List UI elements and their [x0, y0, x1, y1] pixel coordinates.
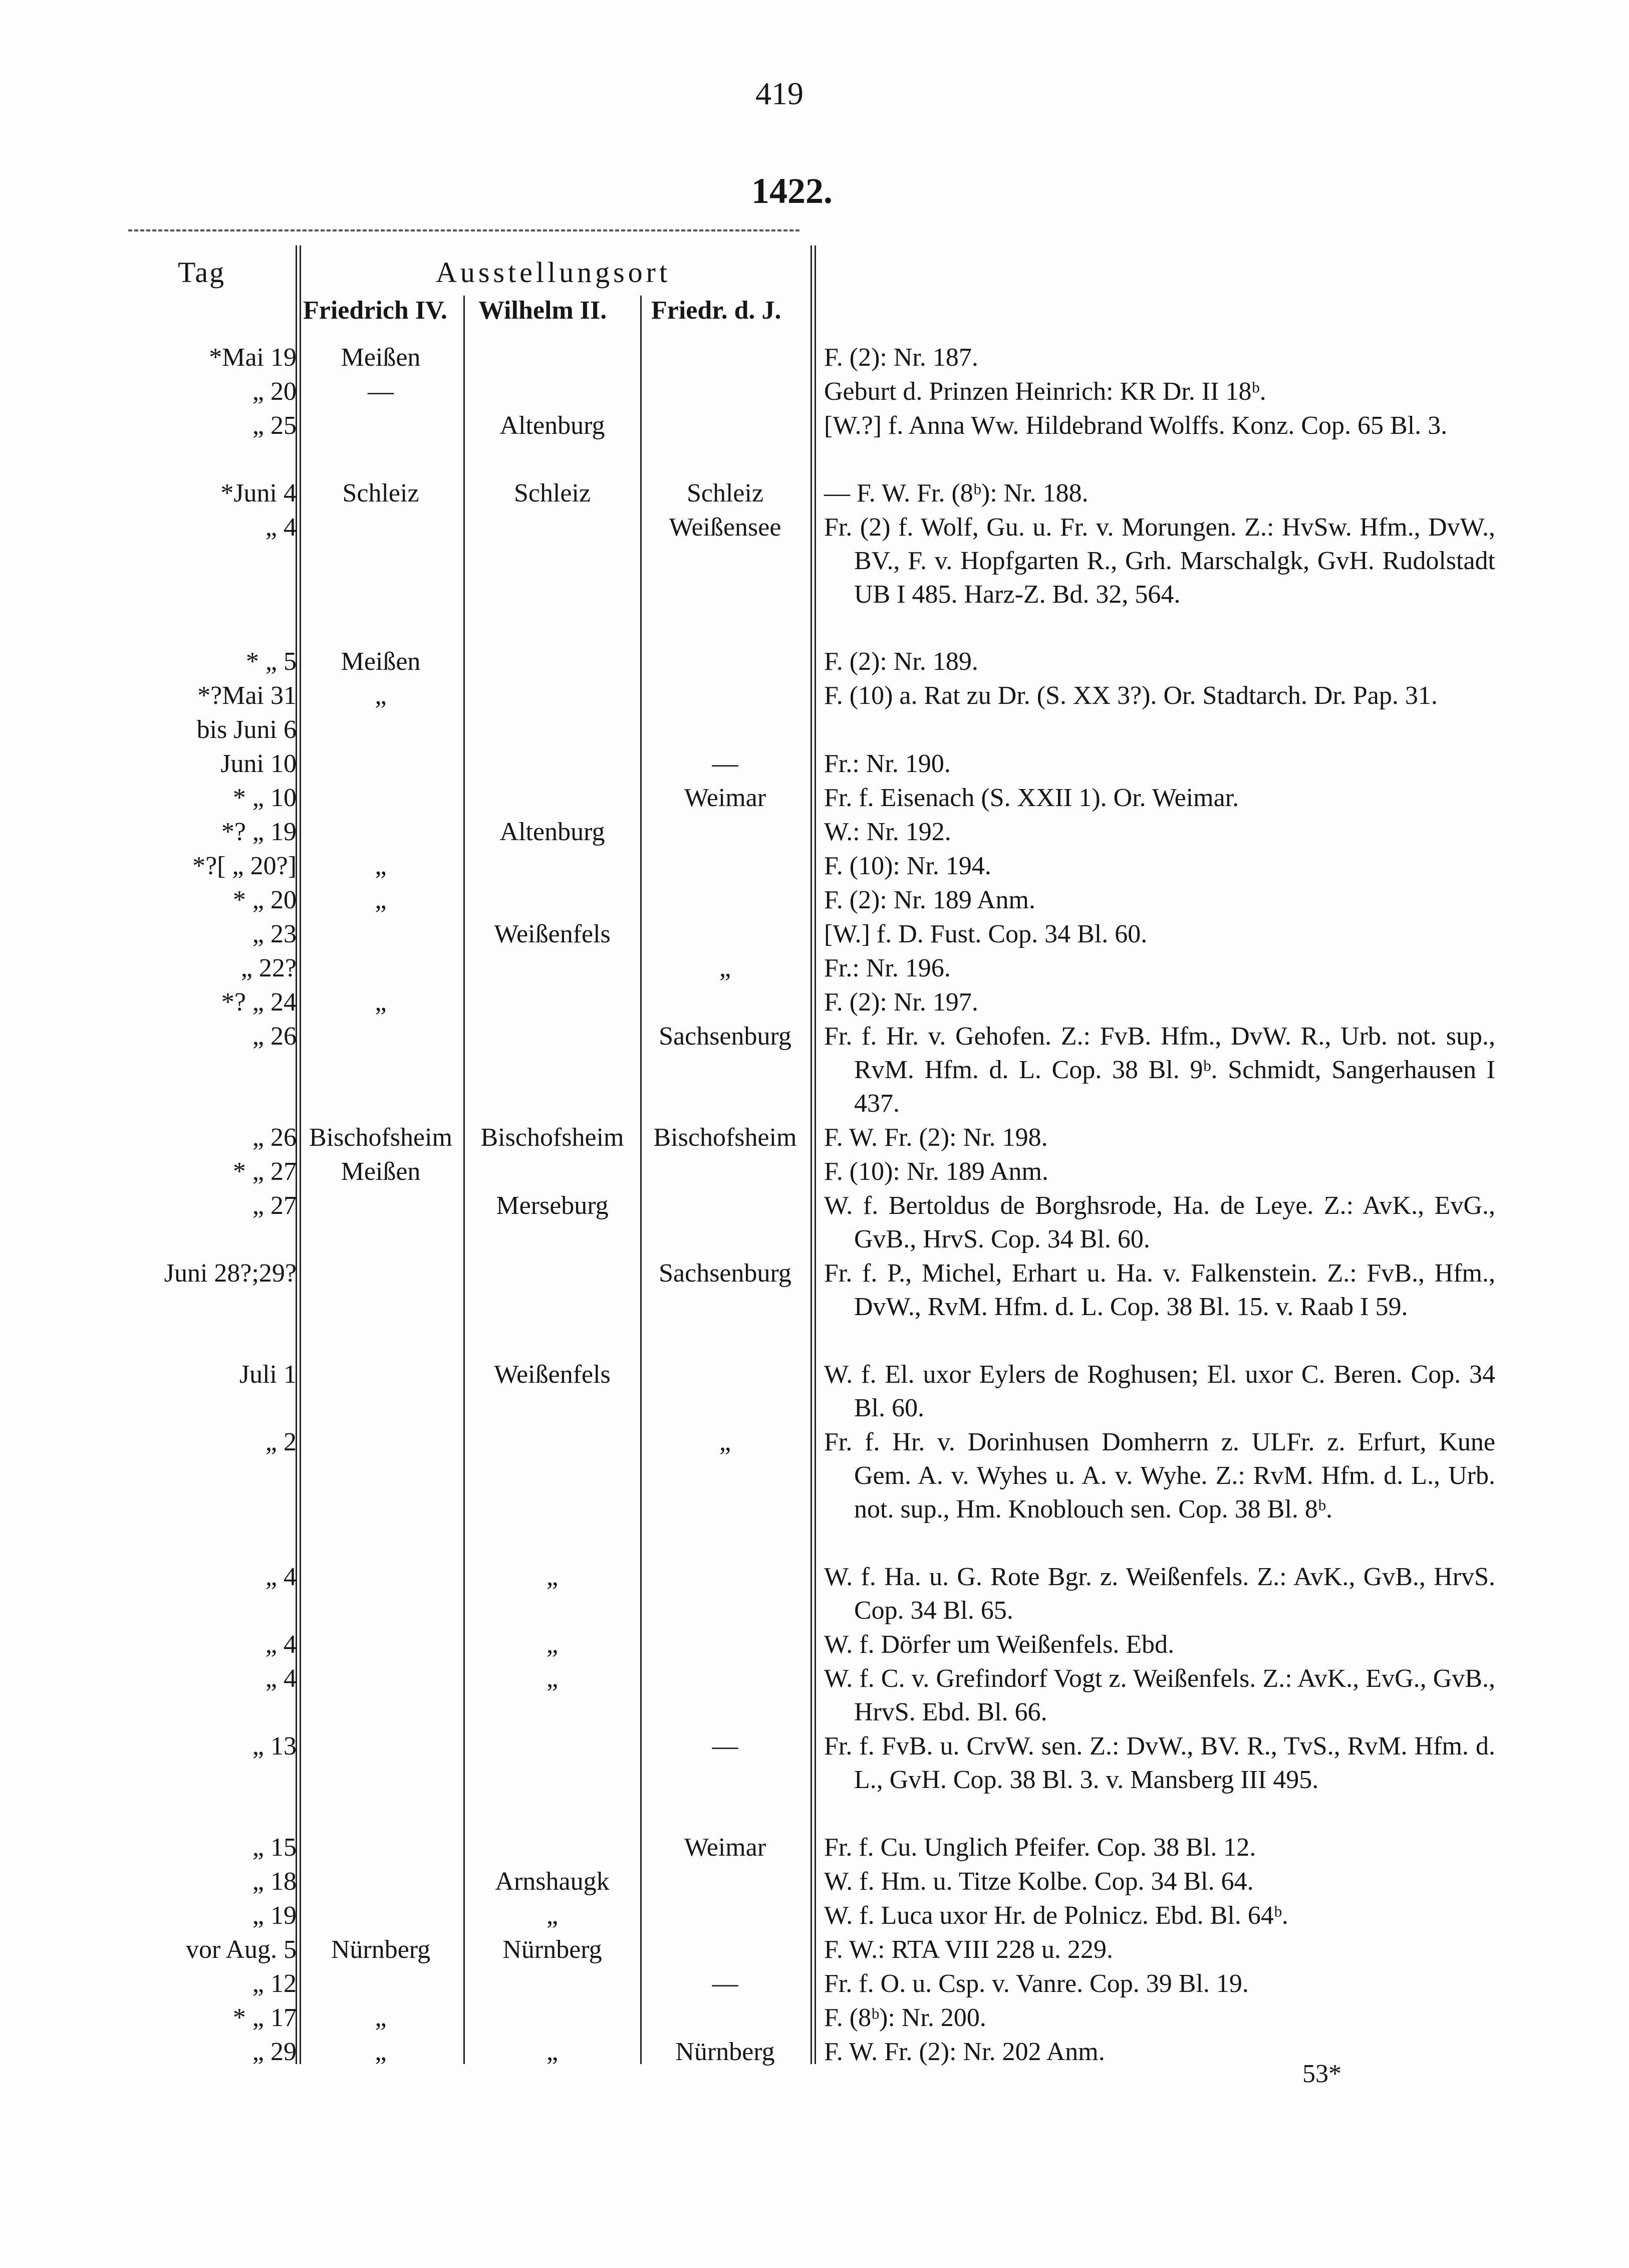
date-cell: „ 4 [265, 1563, 297, 1591]
place-wilhelm-ii-cell: Merseburg [496, 1191, 609, 1220]
description-cell: [W.?] f. Anna Ww. Hildebrand Wolffs. Konz. Cop. 65 Bl. 3. [824, 411, 1448, 440]
place-friedr-dj-cell: Nürnberg [675, 2038, 775, 2066]
place-friedr-dj-cell: — [712, 1732, 738, 1760]
date-cell: „ 29 [252, 2038, 297, 2066]
date-cell: „ 12 [252, 1969, 297, 1998]
date-cell: „ 26 [252, 1022, 297, 1051]
place-wilhelm-ii-cell: Weißenfels [494, 920, 611, 948]
description-cell: W. f. Hm. u. Titze Kolbe. Cop. 34 Bl. 64. [824, 1867, 1254, 1896]
place-wilhelm-ii-cell: „ [546, 1664, 559, 1693]
header-ausstellungsort: Ausstellungsort [436, 256, 671, 289]
description-cell: [W.] f. D. Fust. Cop. 34 Bl. 60. [824, 920, 1148, 948]
description-cell: F. (8ᵇ): Nr. 200. [824, 2003, 986, 2032]
description-cell: W. f. El. uxor Eylers de Roghusen; El. uxor C. Beren. Cop. 34 Bl. 60. [824, 1360, 1495, 1422]
place-wilhelm-ii-cell: Bischofsheim [480, 1123, 624, 1152]
date-cell: Juli 1 [239, 1360, 297, 1389]
place-friedrich-iv-cell: „ [375, 988, 387, 1017]
description-cell: Fr. f. O. u. Csp. v. Vanre. Cop. 39 Bl. 19. [824, 1969, 1249, 1998]
date-cell: „ 13 [252, 1732, 297, 1760]
date-cell: „ 2 [265, 1428, 297, 1456]
place-friedrich-iv-cell: „ [375, 2038, 387, 2066]
column-rule [640, 296, 642, 2064]
description-cell: F. (10): Nr. 189 Anm. [824, 1157, 1048, 1186]
description-cell: Fr.: Nr. 190. [824, 749, 951, 778]
description-cell: W.: Nr. 192. [824, 818, 951, 846]
description-cell: Fr. (2) f. Wolf, Gu. u. Fr. v. Morungen. Z.: HvSw. Hfm., DvW., BV., F. v. Hopfgarten R., Grh. Marschalgk, GvH. Rudolstadt UB I 485. Harz-Z. Bd. 32, 564. [824, 513, 1495, 609]
date-cell: „ 27 [252, 1191, 297, 1220]
year-heading: 1422. [751, 171, 833, 211]
date-cell: „ 19 [252, 1901, 297, 1930]
place-friedrich-iv-cell: Meißen [341, 1157, 421, 1186]
description-cell: — F. W. Fr. (8ᵇ): Nr. 188. [824, 479, 1089, 508]
place-friedr-dj-cell: — [712, 749, 738, 778]
place-friedrich-iv-cell: „ [375, 2003, 387, 2032]
date-cell: „ 4 [265, 1630, 297, 1659]
place-friedr-dj-cell: Bischofsheim [653, 1123, 797, 1152]
place-wilhelm-ii-cell: Schleiz [513, 479, 591, 508]
date-cell: „ 23 [252, 920, 297, 948]
place-wilhelm-ii-cell: Altenburg [499, 411, 605, 440]
description-cell: W. f. Luca uxor Hr. de Polnicz. Ebd. Bl. 64ᵇ. [824, 1901, 1288, 1930]
date-cell: „ 20 [252, 377, 297, 406]
date-cell: „ 18 [252, 1867, 297, 1896]
date-cell: bis Juni 6 [196, 715, 297, 744]
top-rule [128, 229, 799, 231]
footer-mark: 53* [1302, 2060, 1341, 2088]
place-friedrich-iv-cell: „ [375, 886, 387, 914]
date-cell: *? „ 19 [221, 818, 297, 846]
description-cell: Fr. f. P., Michel, Erhart u. Ha. v. Falkenstein. Z.: FvB., Hfm., DvW., RvM. Hfm. d. L. Cop. 38 Bl. 15. v. Raab I 59. [824, 1259, 1495, 1321]
description-cell: F. (2): Nr. 189 Anm. [824, 886, 1035, 914]
date-cell: * „ 10 [232, 784, 297, 812]
description-cell: F. (2): Nr. 187. [824, 343, 978, 372]
description-cell: W. f. Bertoldus de Borghsrode, Ha. de Leye. Z.: AvK., EvG., GvB., HrvS. Cop. 34 Bl. 60. [824, 1191, 1495, 1253]
place-friedr-dj-cell: „ [719, 954, 731, 982]
place-wilhelm-ii-cell: Nürnberg [502, 1935, 602, 1964]
description-cell: Fr.: Nr. 196. [824, 954, 951, 982]
date-cell: „ 4 [265, 1664, 297, 1693]
place-wilhelm-ii-cell: Arnshaugk [495, 1867, 610, 1896]
date-cell: vor Aug. 5 [186, 1935, 297, 1964]
date-cell: „ 15 [252, 1833, 297, 1862]
description-cell: F. W.: RTA VIII 228 u. 229. [824, 1935, 1113, 1964]
description-cell: F. (2): Nr. 189. [824, 647, 978, 676]
place-friedrich-iv-cell: „ [375, 852, 387, 880]
description-cell: W. f. Dörfer um Weißenfels. Ebd. [824, 1630, 1175, 1659]
place-friedrich-iv-cell: Schleiz [342, 479, 419, 508]
place-friedrich-iv-cell: Meißen [341, 343, 421, 372]
place-friedr-dj-cell: Weimar [684, 1833, 766, 1862]
column-rule [463, 296, 465, 2064]
description-cell: Geburt d. Prinzen Heinrich: KR Dr. II 18ᵇ. [824, 377, 1266, 406]
place-friedrich-iv-cell: Nürnberg [331, 1935, 431, 1964]
date-cell: * „ 27 [232, 1157, 297, 1186]
date-cell: *Juni 4 [220, 479, 297, 508]
page-number: 419 [755, 76, 803, 111]
place-friedr-dj-cell: Schleiz [686, 479, 764, 508]
place-friedr-dj-cell: „ [719, 1428, 731, 1456]
date-cell: „ 4 [265, 513, 297, 542]
date-cell: * „ 17 [232, 2003, 297, 2032]
place-friedr-dj-cell: — [712, 1969, 738, 1998]
place-friedrich-iv-cell: „ [375, 681, 387, 710]
description-cell: F. (2): Nr. 197. [824, 988, 978, 1017]
date-cell: *?Mai 31 [197, 681, 297, 710]
place-friedrich-iv-cell: — [368, 377, 394, 406]
place-friedrich-iv-cell: Bischofsheim [309, 1123, 452, 1152]
description-cell: Fr. f. FvB. u. CrvW. sen. Z.: DvW., BV. R., TvS., RvM. Hfm. d. L., GvH. Cop. 38 Bl. 3. v. Mansberg III 495. [824, 1732, 1495, 1794]
description-cell: F. W. Fr. (2): Nr. 198. [824, 1123, 1048, 1152]
description-cell: W. f. Ha. u. G. Rote Bgr. z. Weißenfels. Z.: AvK., GvB., HrvS. Cop. 34 Bl. 65. [824, 1563, 1495, 1625]
header-tag: Tag [178, 256, 226, 289]
description-cell: W. f. C. v. Grefindorf Vogt z. Weißenfels. Z.: AvK., EvG., GvB., HrvS. Ebd. Bl. 66. [824, 1664, 1495, 1726]
date-cell: *? „ 24 [221, 988, 297, 1017]
date-cell: *?[ „ 20?] [192, 852, 297, 880]
place-friedr-dj-cell: Weimar [684, 784, 766, 812]
place-friedr-dj-cell: Sachsenburg [659, 1022, 791, 1051]
place-wilhelm-ii-cell: „ [546, 2038, 559, 2066]
header-wilhelm-ii: Wilhelm II. [478, 296, 607, 325]
date-cell: Juni 28?;29? [164, 1259, 297, 1288]
date-cell: *Mai 19 [209, 343, 297, 372]
place-friedr-dj-cell: Sachsenburg [659, 1259, 791, 1288]
description-cell: F. (10): Nr. 194. [824, 852, 991, 880]
description-cell: F. (10) a. Rat zu Dr. (S. XX 3?). Or. Stadtarch. Dr. Pap. 31. [824, 681, 1438, 710]
description-cell: Fr. f. Hr. v. Gehofen. Z.: FvB. Hfm., DvW. R., Urb. not. sup., RvM. Hfm. d. L. Cop. 38 Bl. 9ᵇ. Schmidt, Sangerhausen I 437. [824, 1022, 1495, 1118]
place-friedr-dj-cell: Weißensee [669, 513, 781, 542]
place-wilhelm-ii-cell: „ [546, 1630, 559, 1659]
description-cell: F. W. Fr. (2): Nr. 202 Anm. [824, 2038, 1105, 2066]
header-friedr-dj: Friedr. d. J. [651, 296, 781, 325]
column-rule [815, 245, 816, 2064]
date-cell: „ 22? [240, 954, 297, 982]
description-cell: Fr. f. Hr. v. Dorinhusen Domherrn z. ULFr. z. Erfurt, Kune Gem. A. v. Wyhes u. A. v. Wyhe. Z.: RvM. Hfm. d. L., Urb. not. sup., Hm. Knoblouch sen. Cop. 38 Bl. 8ᵇ. [824, 1428, 1495, 1524]
column-rule [810, 245, 812, 2064]
date-cell: „ 25 [252, 411, 297, 440]
place-wilhelm-ii-cell: „ [546, 1563, 559, 1591]
description-cell: Fr. f. Cu. Unglich Pfeifer. Cop. 38 Bl. 12. [824, 1833, 1256, 1862]
date-cell: „ 26 [252, 1123, 297, 1152]
place-friedrich-iv-cell: Meißen [341, 647, 421, 676]
date-cell: * „ 20 [232, 886, 297, 914]
description-cell: Fr. f. Eisenach (S. XXII 1). Or. Weimar. [824, 784, 1239, 812]
header-friedrich-iv: Friedrich IV. [303, 296, 447, 325]
place-wilhelm-ii-cell: Weißenfels [494, 1360, 611, 1389]
place-wilhelm-ii-cell: „ [546, 1901, 559, 1930]
place-wilhelm-ii-cell: Altenburg [499, 818, 605, 846]
date-cell: Juni 10 [220, 749, 297, 778]
date-cell: * „ 5 [245, 647, 297, 676]
